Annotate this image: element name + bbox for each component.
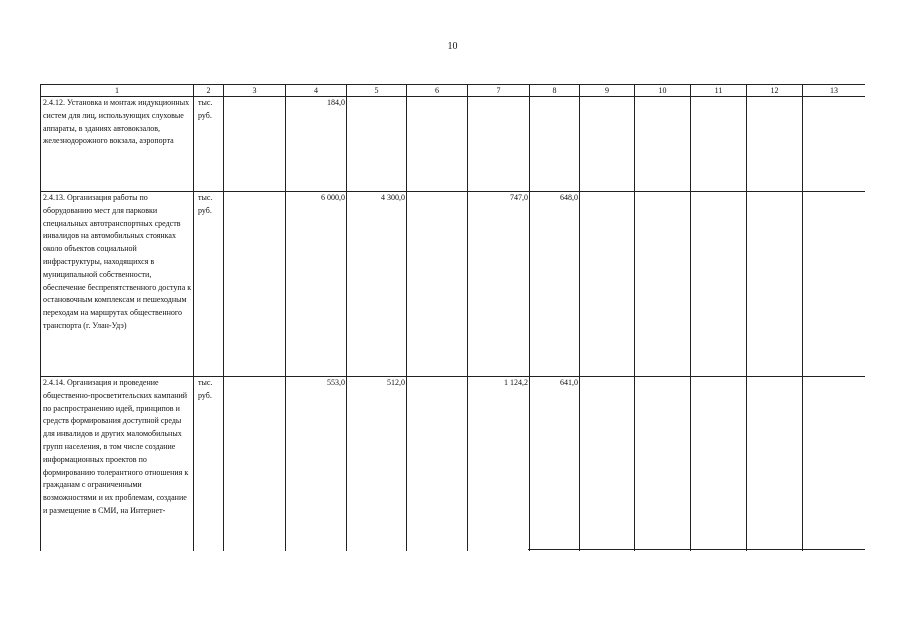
empty-cell (747, 97, 803, 192)
empty-cell (747, 377, 803, 552)
table-header-row (41, 85, 866, 97)
value-cell (224, 97, 286, 192)
table-row (41, 192, 866, 377)
column-header: 3 (224, 85, 286, 97)
value-cell: 184,0 (286, 97, 347, 192)
column-header: 2 (194, 85, 224, 97)
measure-description: 2.4.14. Организация и проведение общественно-просветительских кампаний по распространению идей, принципов и средств формирования доступной среды для инвалидов и других маломобильных групп населения, в том числе создание информационных проектов по формированию толерантного отношения к гражданам с ограниченными возможностями и их проблемам, создание и размещение в СМИ, на Интернет- (41, 377, 194, 552)
empty-cell (803, 192, 866, 377)
column-header: 4 (286, 85, 347, 97)
empty-cell (747, 192, 803, 377)
column-header: 12 (747, 85, 803, 97)
column-header: 9 (580, 85, 635, 97)
empty-cell (803, 377, 866, 552)
measure-description: 2.4.12. Установка и монтаж индукционных систем для лиц, использующих слуховые аппараты, в зданиях автовокзалов, железнодорожного вокзала, аэропорта (41, 97, 194, 192)
empty-cell (635, 97, 691, 192)
column-header: 13 (803, 85, 866, 97)
unit-cell: тыс. руб. (194, 97, 224, 192)
value-cell (407, 97, 468, 192)
value-cell (407, 192, 468, 377)
empty-cell (691, 377, 747, 552)
budget-table (40, 84, 865, 551)
measure-description: 2.4.13. Организация работы по оборудованию мест для парковки специальных автотранспортных средств инвалидов на автомобильных стоянках около объектов социальной инфраструктуры, находящихся в муниципальной собственности, обеспечение беспрепятственного доступа к остановочным комплексам и пешеходным переходам на маршрутах общественного транспорта (г. Улан-Удэ) (41, 192, 194, 377)
column-header: 8 (530, 85, 580, 97)
page-number: 10 (447, 41, 458, 52)
value-cell (407, 377, 468, 552)
value-cell: 6 000,0 (286, 192, 347, 377)
value-cell: 747,0 (468, 192, 530, 377)
empty-cell (580, 377, 635, 552)
value-cell: 512,0 (347, 377, 407, 552)
value-cell (224, 377, 286, 552)
value-cell: 4 300,0 (347, 192, 407, 377)
empty-cell (803, 97, 866, 192)
column-header: 7 (468, 85, 530, 97)
empty-cell (635, 192, 691, 377)
column-header: 6 (407, 85, 468, 97)
empty-cell (635, 377, 691, 552)
column-header: 10 (635, 85, 691, 97)
table-row (41, 97, 866, 192)
empty-cell (580, 97, 635, 192)
value-cell (468, 97, 530, 192)
unit-cell: тыс. руб. (194, 377, 224, 552)
unit-cell: тыс. руб. (194, 192, 224, 377)
value-cell: 553,0 (286, 377, 347, 552)
empty-cell (580, 192, 635, 377)
value-cell: 1 124,2 (468, 377, 530, 552)
value-cell (347, 97, 407, 192)
table-row (41, 377, 866, 552)
column-header: 11 (691, 85, 747, 97)
empty-cell (691, 192, 747, 377)
table-bottom-border (528, 549, 865, 550)
column-header: 1 (41, 85, 194, 97)
value-cell (224, 192, 286, 377)
value-cell: 648,0 (530, 192, 580, 377)
value-cell: 641,0 (530, 377, 580, 552)
value-cell (530, 97, 580, 192)
empty-cell (691, 97, 747, 192)
column-header: 5 (347, 85, 407, 97)
